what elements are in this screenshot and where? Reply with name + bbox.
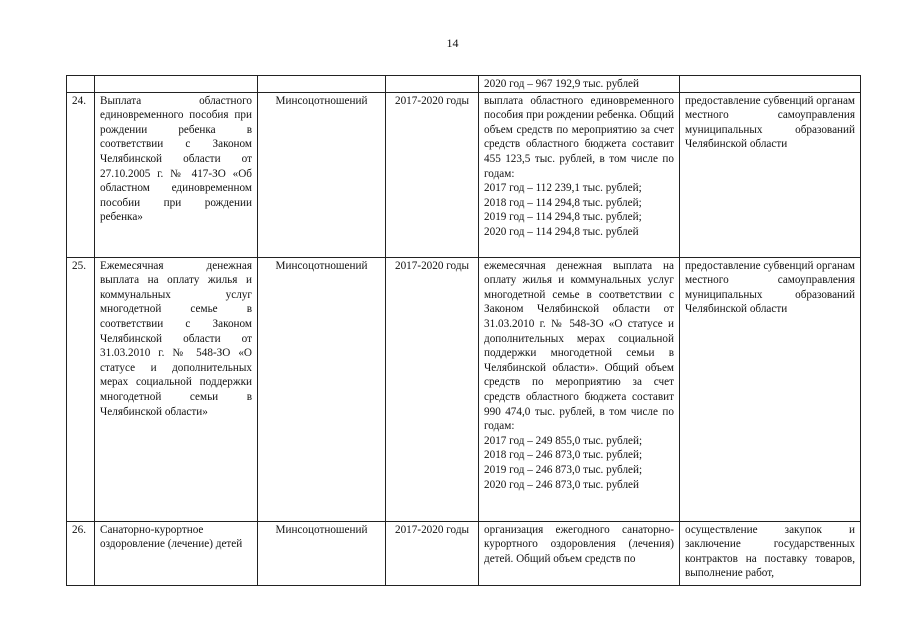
year-amount: 2017 год – 249 855,0 тыс. рублей; <box>484 434 643 447</box>
executor-cell <box>258 76 386 93</box>
year-amount: 2018 год – 114 294,8 тыс. рублей; <box>484 196 642 209</box>
mechanism-cell: осуществление закупок и заключение государственных контрактов на поставку товаров, выполнение работ, <box>680 521 861 585</box>
period-cell: 2017-2020 годы <box>386 92 479 257</box>
year-amount: 2019 год – 246 873,0 тыс. рублей; <box>484 463 643 476</box>
mechanism-cell: предоставление субвенций органам местного самоуправления муниципальных образований Челябинской области <box>680 257 861 521</box>
content-cell: организация ежегодного санаторно-курортного оздоровления (лечения) детей. Общий объем средств по <box>479 521 680 585</box>
year-amount: 2020 год – 114 294,8 тыс. рублей <box>484 225 639 238</box>
period-cell: 2017-2020 годы <box>386 521 479 585</box>
year-amount: 2019 год – 114 294,8 тыс. рублей; <box>484 211 642 224</box>
measure-name-cell: Ежемесячная денежная выплата на оплату жилья и коммунальных услуг многодетной семье в соответствии с Законом Челябинской области от 31.03.2010 г. № 548-ЗО «О статусе и дополнительных мерах социальной поддержки многодетной семьи в Челябинской области» <box>95 257 258 521</box>
mechanism-cell: предоставление субвенций органам местного самоуправления муниципальных образований Челябинской области <box>680 92 861 257</box>
page-number: 14 <box>446 36 459 50</box>
mechanism-cell <box>680 76 861 93</box>
row-number-cell: 25. <box>67 257 95 521</box>
measures-table <box>66 75 861 586</box>
measure-name-cell <box>95 76 258 93</box>
content-text: выплата областного единовременного пособия при рождении ребенка. Общий объем средств по мероприятию за счет средств областного бюджета составит 455 123,5 тыс. рублей, в том числе по годам: <box>484 94 674 180</box>
table-row <box>67 92 861 257</box>
year-amount: 2017 год – 112 239,1 тыс. рублей; <box>484 182 642 195</box>
executor-cell: Минсоцотношений <box>258 257 386 521</box>
content-text: ежемесячная денежная выплата на оплату жилья и коммунальных услуг многодетной семье в соответствии с Законом Челябинской области от 31.03.2010 г. № 548-ЗО «О статусе и дополнительных мерах социальной поддержки многодетной семьи в Челябинской области». Общий объем средств по мероприятию за счет средств областного бюджета составит 990 474,0 тыс. рублей, в том числе по годам: <box>484 259 674 433</box>
row-number-cell: 24. <box>67 92 95 257</box>
executor-cell: Минсоцотношений <box>258 521 386 585</box>
table-row <box>67 257 861 521</box>
period-cell: 2017-2020 годы <box>386 257 479 521</box>
table-row <box>67 76 861 93</box>
period-cell <box>386 76 479 93</box>
content-cell <box>479 92 680 257</box>
year-amount: 2020 год – 246 873,0 тыс. рублей <box>484 478 639 491</box>
row-number-cell <box>67 76 95 93</box>
content-cell <box>479 257 680 521</box>
measure-name-cell: Выплата областного единовременного пособия при рождении ребенка в соответствии с Законом Челябинской области от 27.10.2005 г. № 417-ЗО «Об областном единовременном пособии при рождении ребенка» <box>95 92 258 257</box>
year-amount: 2018 год – 246 873,0 тыс. рублей; <box>484 449 643 462</box>
content-cell: 2020 год – 967 192,9 тыс. рублей <box>479 76 680 93</box>
measure-name-cell: Санаторно-курортное оздоровление (лечение) детей <box>95 521 258 585</box>
executor-cell: Минсоцотношений <box>258 92 386 257</box>
table-row <box>67 521 861 585</box>
row-number-cell: 26. <box>67 521 95 585</box>
